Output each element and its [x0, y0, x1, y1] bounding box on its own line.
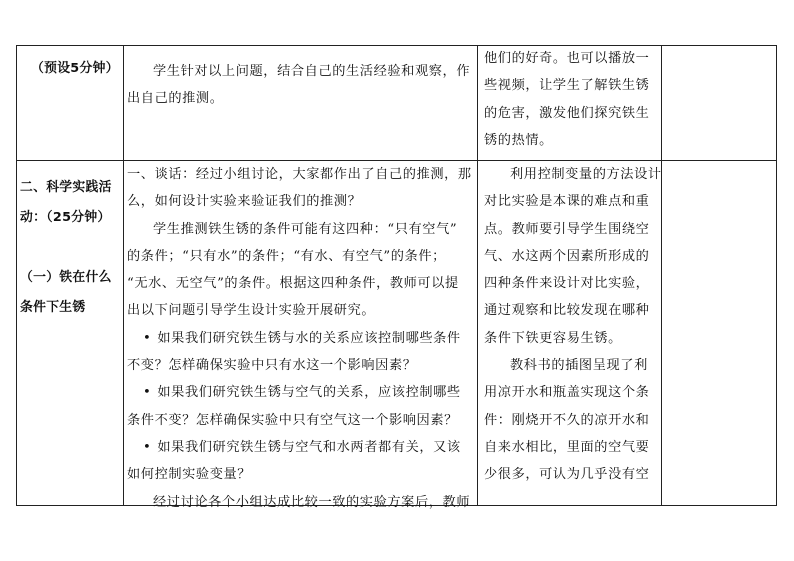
text-line: 些视频，让学生了解铁生锈 — [484, 78, 650, 94]
text-line: 经过讨论各个小组达成比较一致的实验方案后，教师 — [153, 494, 471, 510]
bullet-question: • 如果我们研究铁生锈与空气的关系，应该控制哪些 — [127, 379, 472, 406]
text-line: 出自己的推测。 — [127, 91, 224, 107]
table-border-top — [16, 45, 777, 46]
text-line: 学生推测铁生锈的条件可能有这四种：“只有空气” — [153, 221, 458, 237]
row2-stage-cell — [20, 173, 112, 323]
bullet-question: • 如果我们研究铁生锈与空气和水两者都有关，又该 — [127, 434, 472, 461]
text-line: 锈的热情。 — [484, 132, 553, 148]
table-border-left — [16, 45, 17, 506]
row2-teaching-process-cell — [127, 161, 472, 516]
table-col-divider-1 — [123, 45, 124, 506]
text-line: 件：刚烧开不久的凉开水和 — [484, 412, 650, 428]
subsection-title-line: （一）铁在什么 — [20, 270, 112, 285]
text-line: 气、水这两个因素所形成的 — [484, 248, 650, 264]
text-line: 少很多，可认为几乎没有空 — [484, 467, 650, 483]
table-border-right — [776, 45, 777, 506]
text-line: 么，如何设计实验来验证我们的推测？ — [127, 194, 362, 210]
stage-duration-label: （预设5分钟） — [31, 61, 119, 76]
subsection-title-line: 条件下生锈 — [20, 300, 86, 315]
text-line: 不变？怎样确保实验中只有水这一个影响因素？ — [127, 358, 417, 374]
row2-design-intent-cell — [484, 161, 662, 489]
text-line: 自来水相比，里面的空气要 — [484, 439, 650, 455]
stage-title-line: 动：（25分钟） — [20, 210, 111, 225]
table-col-divider-2 — [477, 45, 478, 506]
row1-student-activity-cell — [127, 58, 470, 113]
row1-stage-cell — [31, 55, 119, 82]
text-line: 如何控制实验变量？ — [127, 467, 252, 483]
text-line: 学生针对以上问题，结合自己的生活经验和观察，作 — [153, 64, 471, 79]
text-line: 点。教师要引导学生围绕空 — [484, 221, 650, 237]
text-line: 的条件；“只有水”的条件；“有水、有空气”的条件； — [127, 248, 446, 264]
text-line: 出以下问题引导学生设计实验开展研究。 — [127, 303, 376, 319]
text-line: 对比实验是本课的难点和重 — [484, 194, 650, 210]
text-line: 条件下铁更容易生锈。 — [484, 330, 622, 346]
text-line: 通过观察和比较发现在哪种 — [484, 303, 650, 319]
text-line: 的危害，激发他们探究铁生 — [484, 105, 650, 121]
text-line: 用凉开水和瓶盖实现这个条 — [484, 385, 650, 401]
text-line: “无水、无空气”的条件。根据这四种条件，教师可以提 — [127, 276, 459, 292]
text-line: 一、谈话：经过小组讨论，大家都作出了自己的推测，那 — [127, 167, 472, 182]
stage-title-line: 二、科学实践活 — [20, 180, 112, 195]
text-line: 他们的好奇。也可以播放一 — [484, 51, 650, 66]
bullet-question: • 如果我们研究铁生锈与水的关系应该控制哪些条件 — [127, 325, 472, 352]
text-line: 教科书的插图呈现了利 — [510, 358, 648, 374]
row1-design-intent-cell — [484, 45, 649, 154]
text-line: 条件不变？怎样确保实验中只有空气这一个影响因素？ — [127, 412, 458, 428]
spacer-line — [20, 233, 112, 263]
text-line: 四种条件来设计对比实验， — [484, 276, 650, 292]
text-line: 利用控制变量的方法设计 — [510, 167, 662, 182]
